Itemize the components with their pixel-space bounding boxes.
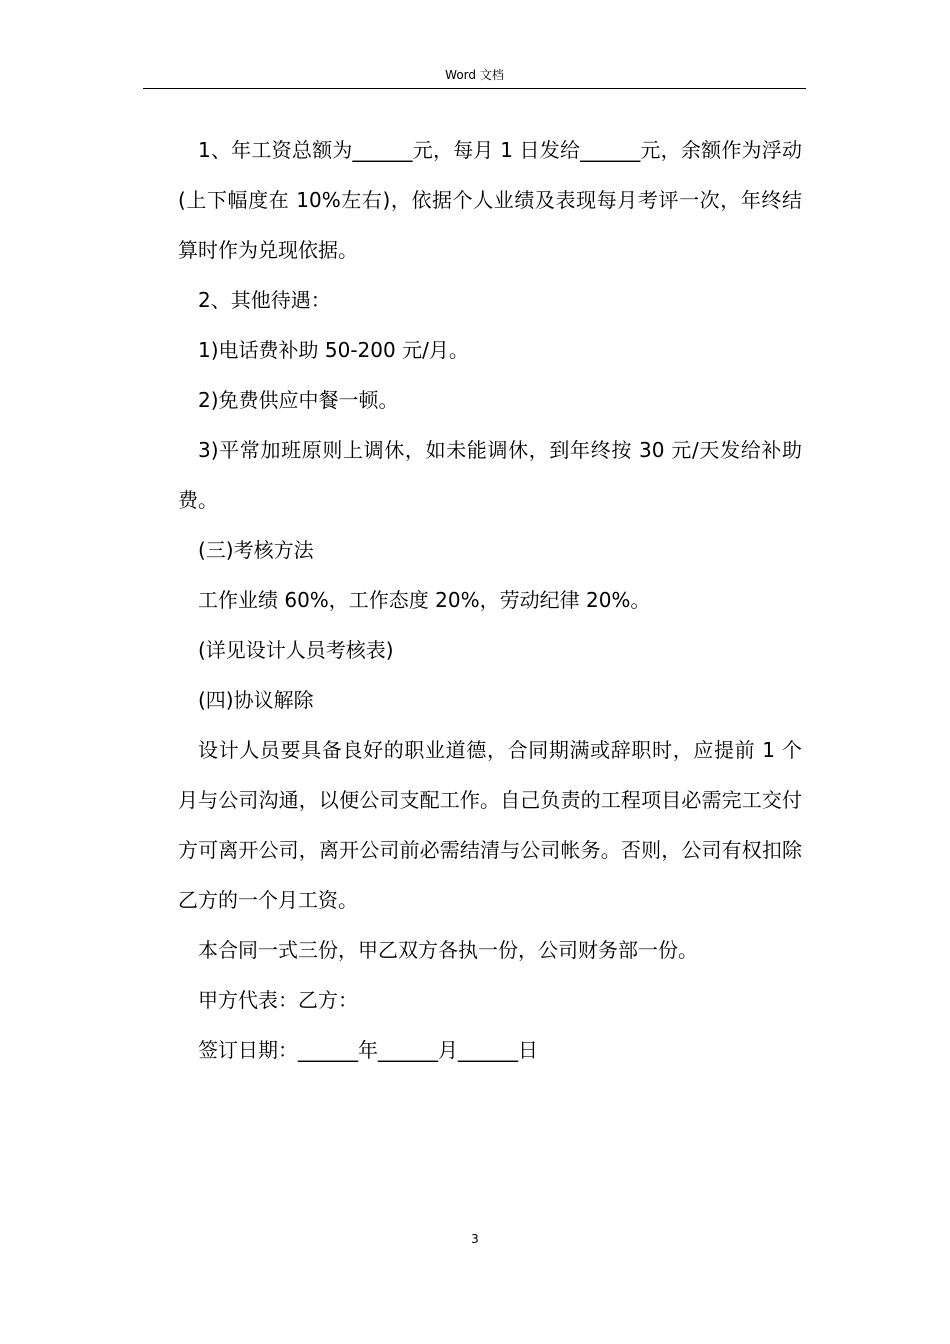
paragraph-overtime: 3)平常加班原则上调休，如未能调休，到年终按 30 元/天发给补助费。 <box>178 438 802 512</box>
paragraph-free-lunch: 2)免费供应中餐一顿。 <box>198 388 399 412</box>
header-title: Word 文档 <box>445 68 504 82</box>
paragraph-assessment-weights: 工作业绩 60%，工作态度 20%，劳动纪律 20%。 <box>198 588 651 612</box>
page-footer <box>0 1231 950 1247</box>
section-heading-termination: (四)协议解除 <box>198 688 314 712</box>
page-header <box>143 66 806 89</box>
paragraph-sign-date: 签订日期：______年______月______日 <box>198 1038 538 1062</box>
paragraph-phone-allowance: 1)电话费补助 50-200 元/月。 <box>198 338 469 362</box>
page-number: 3 <box>471 1232 479 1246</box>
paragraph-assessment-note: (详见设计人员考核表) <box>198 638 394 662</box>
paragraph-salary: 1、年工资总额为______元，每月 1 日发给______元，余额作为浮动(上下幅度在 10%左右)，依据个人业绩及表现每月考评一次，年终结算时作为兑现依据。 <box>178 138 802 262</box>
paragraph-signatories: 甲方代表：乙方： <box>198 988 358 1012</box>
paragraph-copies: 本合同一式三份，甲乙双方各执一份，公司财务部一份。 <box>198 938 698 962</box>
paragraph-termination-terms: 设计人员要具备良好的职业道德，合同期满或辞职时，应提前 1 个月与公司沟通，以便公司支配工作。自己负责的工程项目必需完工交付方可离开公司，离开公司前必需结清与公司帐务。否则，公司有权扣除乙方的一个月工资。 <box>178 738 802 912</box>
paragraph-other-benefits: 2、其他待遇： <box>198 288 331 312</box>
document-body <box>178 125 802 1075</box>
section-heading-assessment: (三)考核方法 <box>198 538 314 562</box>
